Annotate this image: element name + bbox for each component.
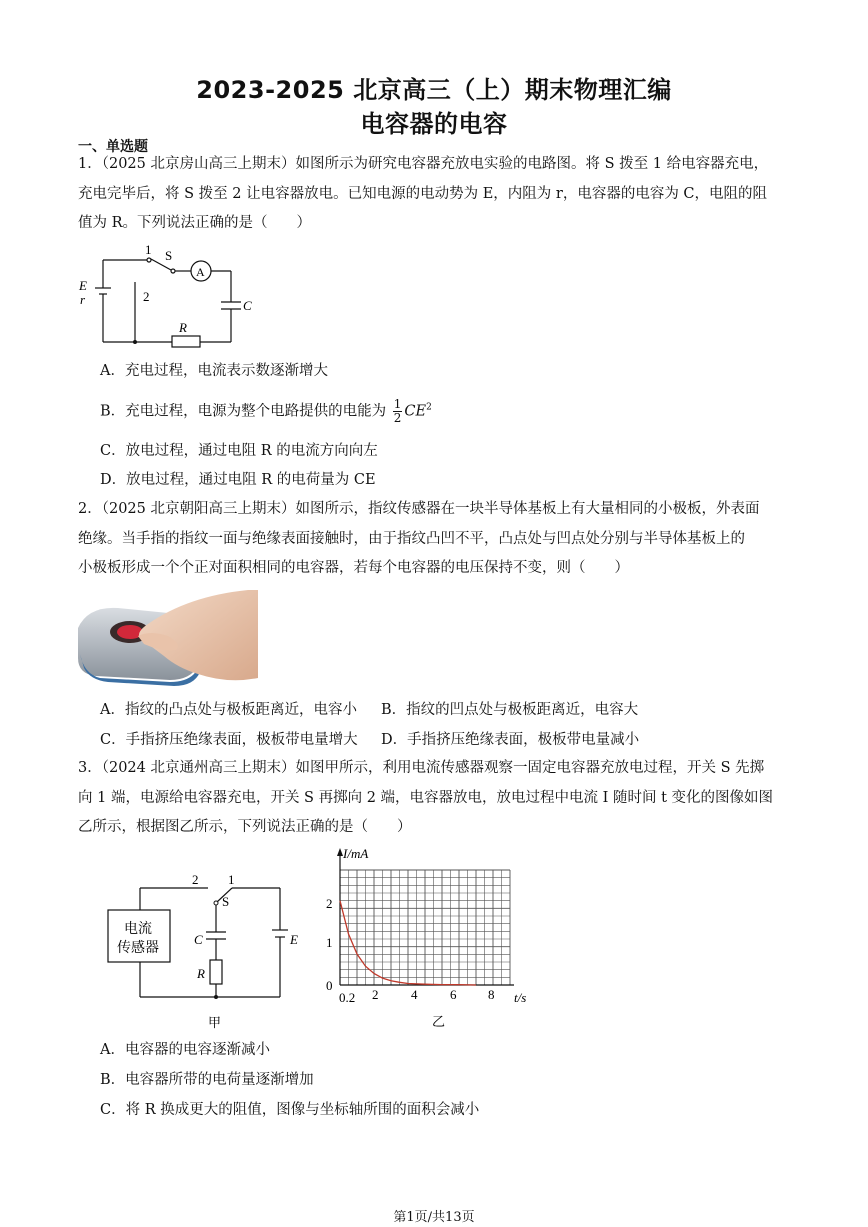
q1-option-d: D．放电过程，通过电阻 R 的电荷量为 CE: [100, 472, 376, 488]
q1-option-c: C．放电过程，通过电阻 R 的电流方向向左: [100, 443, 378, 459]
q3-caption-yi: 乙: [432, 1014, 446, 1029]
graph-xtick-6: 6: [450, 987, 457, 1002]
q1-line2: 充电完毕后，将 S 拨至 2 让电容器放电。已知电源的电动势为 E，内阻为 r，电容器的电容为 C，电阻的阻: [78, 185, 768, 202]
sensor-label-line1: 电流: [124, 922, 152, 937]
q3-label-r: R: [197, 966, 205, 981]
q3-option-b: B．电容器所带的电荷量逐渐增加: [100, 1072, 314, 1088]
doc-title-line1: 2023-2025 北京高三（上）期末物理汇编: [196, 76, 672, 104]
q1-option-b-text: B．充电过程，电源为整个电路提供的电能为: [100, 403, 387, 420]
graph-ytick-0: 0: [326, 978, 333, 993]
q2-option-b: B．指纹的凹点处与极板距离近，电容大: [381, 702, 639, 718]
graph-ytick-2: 2: [326, 896, 333, 911]
q3-line1: 3．（2024 北京通州高三上期末）如图甲所示，利用电流传感器观察一固定电容器充放电过程，开关 S 先掷: [78, 760, 765, 776]
q1-line3: 值为 R。下列说法正确的是（ ）: [78, 215, 312, 231]
q1-option-a: A．充电过程，电流表示数逐渐增大: [100, 363, 328, 379]
q3-label-s: S: [222, 894, 230, 909]
q1-label-a: A: [196, 265, 205, 279]
q3-label-1: 1: [228, 872, 235, 887]
q3-current-time-graph: [318, 842, 538, 1032]
q3-circuit-diagram: [100, 866, 315, 1034]
q1-label-s: S: [165, 248, 173, 263]
q3-caption-jia: 甲: [208, 1015, 222, 1030]
page-footer: 第1页/共13页: [393, 1210, 475, 1225]
q3-stem: [78, 754, 794, 843]
q2-line1: 2．（2025 北京朝阳高三上期末）如图所示，指纹传感器在一块半导体基板上有大量相同的小极板，外表面: [78, 501, 760, 517]
q1-label-1: 1: [145, 242, 152, 257]
q2-stem: [78, 495, 794, 584]
fingerprint-sensor-photo: [78, 588, 258, 686]
q1-label-resistor: R: [179, 320, 187, 335]
graph-xtick-2: 2: [372, 987, 379, 1002]
q3-option-a: A．电容器的电容逐渐减小: [100, 1042, 270, 1058]
q3-line2: 向 1 端，电源给电容器充电，开关 S 再掷向 2 端，电容器放电，放电过程中电流 I 随时间 t 变化的图像如图: [78, 789, 774, 806]
q2-line2: 绝缘。当手指的指纹一面与绝缘表面接触时，由于指纹凸凹不平，凸点处与凹点处分别与半导体基板上的: [78, 530, 745, 547]
q1-option-b: [100, 398, 432, 425]
q2-option-d: D．手指挤压绝缘表面，极板带电量减小: [381, 732, 640, 748]
q3-label-2: 2: [192, 872, 199, 887]
q1-option-b-fraction: [393, 398, 403, 425]
q1-line1: 1．（2025 北京房山高三上期末）如图所示为研究电容器充放电实验的电路图。将 S 拨至 1 给电容器充电，: [78, 156, 769, 172]
doc-title-line2: 电容器的电容: [360, 110, 508, 138]
q3-label-e: E: [290, 932, 298, 947]
q3-line3: 乙所示，根据图乙所示，下列说法正确的是（ ）: [78, 819, 412, 835]
q1-circuit-diagram: [75, 238, 265, 350]
section-heading: 一、单选题: [78, 139, 148, 155]
q1-label-e: E: [79, 278, 87, 293]
q2-option-a: A．指纹的凸点处与极板距离近，电容小: [100, 702, 357, 718]
graph-xtick-0.2: 0.2: [339, 990, 356, 1005]
q2-option-c: C．手指挤压绝缘表面，极板带电量增大: [100, 732, 358, 748]
sensor-label-line2: 传感器: [117, 941, 159, 956]
q1-stem: [78, 150, 794, 239]
graph-xlabel: t/s: [514, 990, 527, 1005]
q1-option-b-sup: 2: [426, 402, 432, 413]
graph-xtick-8: 8: [488, 987, 495, 1002]
q1-label-r: r: [80, 292, 86, 307]
q2-line3: 小极板形成一个个正对面积相同的电容器，若每个电容器的电压保持不变，则（ ）: [78, 560, 629, 576]
graph-ytick-1: 1: [326, 935, 333, 950]
q1-option-b-expr: CE: [404, 403, 427, 420]
q1-label-c: C: [243, 298, 252, 313]
q1-fraction-denominator: 2: [393, 411, 402, 425]
graph-xtick-4: 4: [411, 987, 418, 1002]
graph-ylabel: I/mA: [343, 846, 369, 861]
q1-label-2: 2: [143, 289, 150, 304]
q3-label-c: C: [194, 932, 203, 947]
q3-option-c: C．将 R 换成更大的阻值，图像与坐标轴所围的面积会减小: [100, 1102, 480, 1118]
q1-fraction-numerator: 1: [393, 397, 402, 411]
